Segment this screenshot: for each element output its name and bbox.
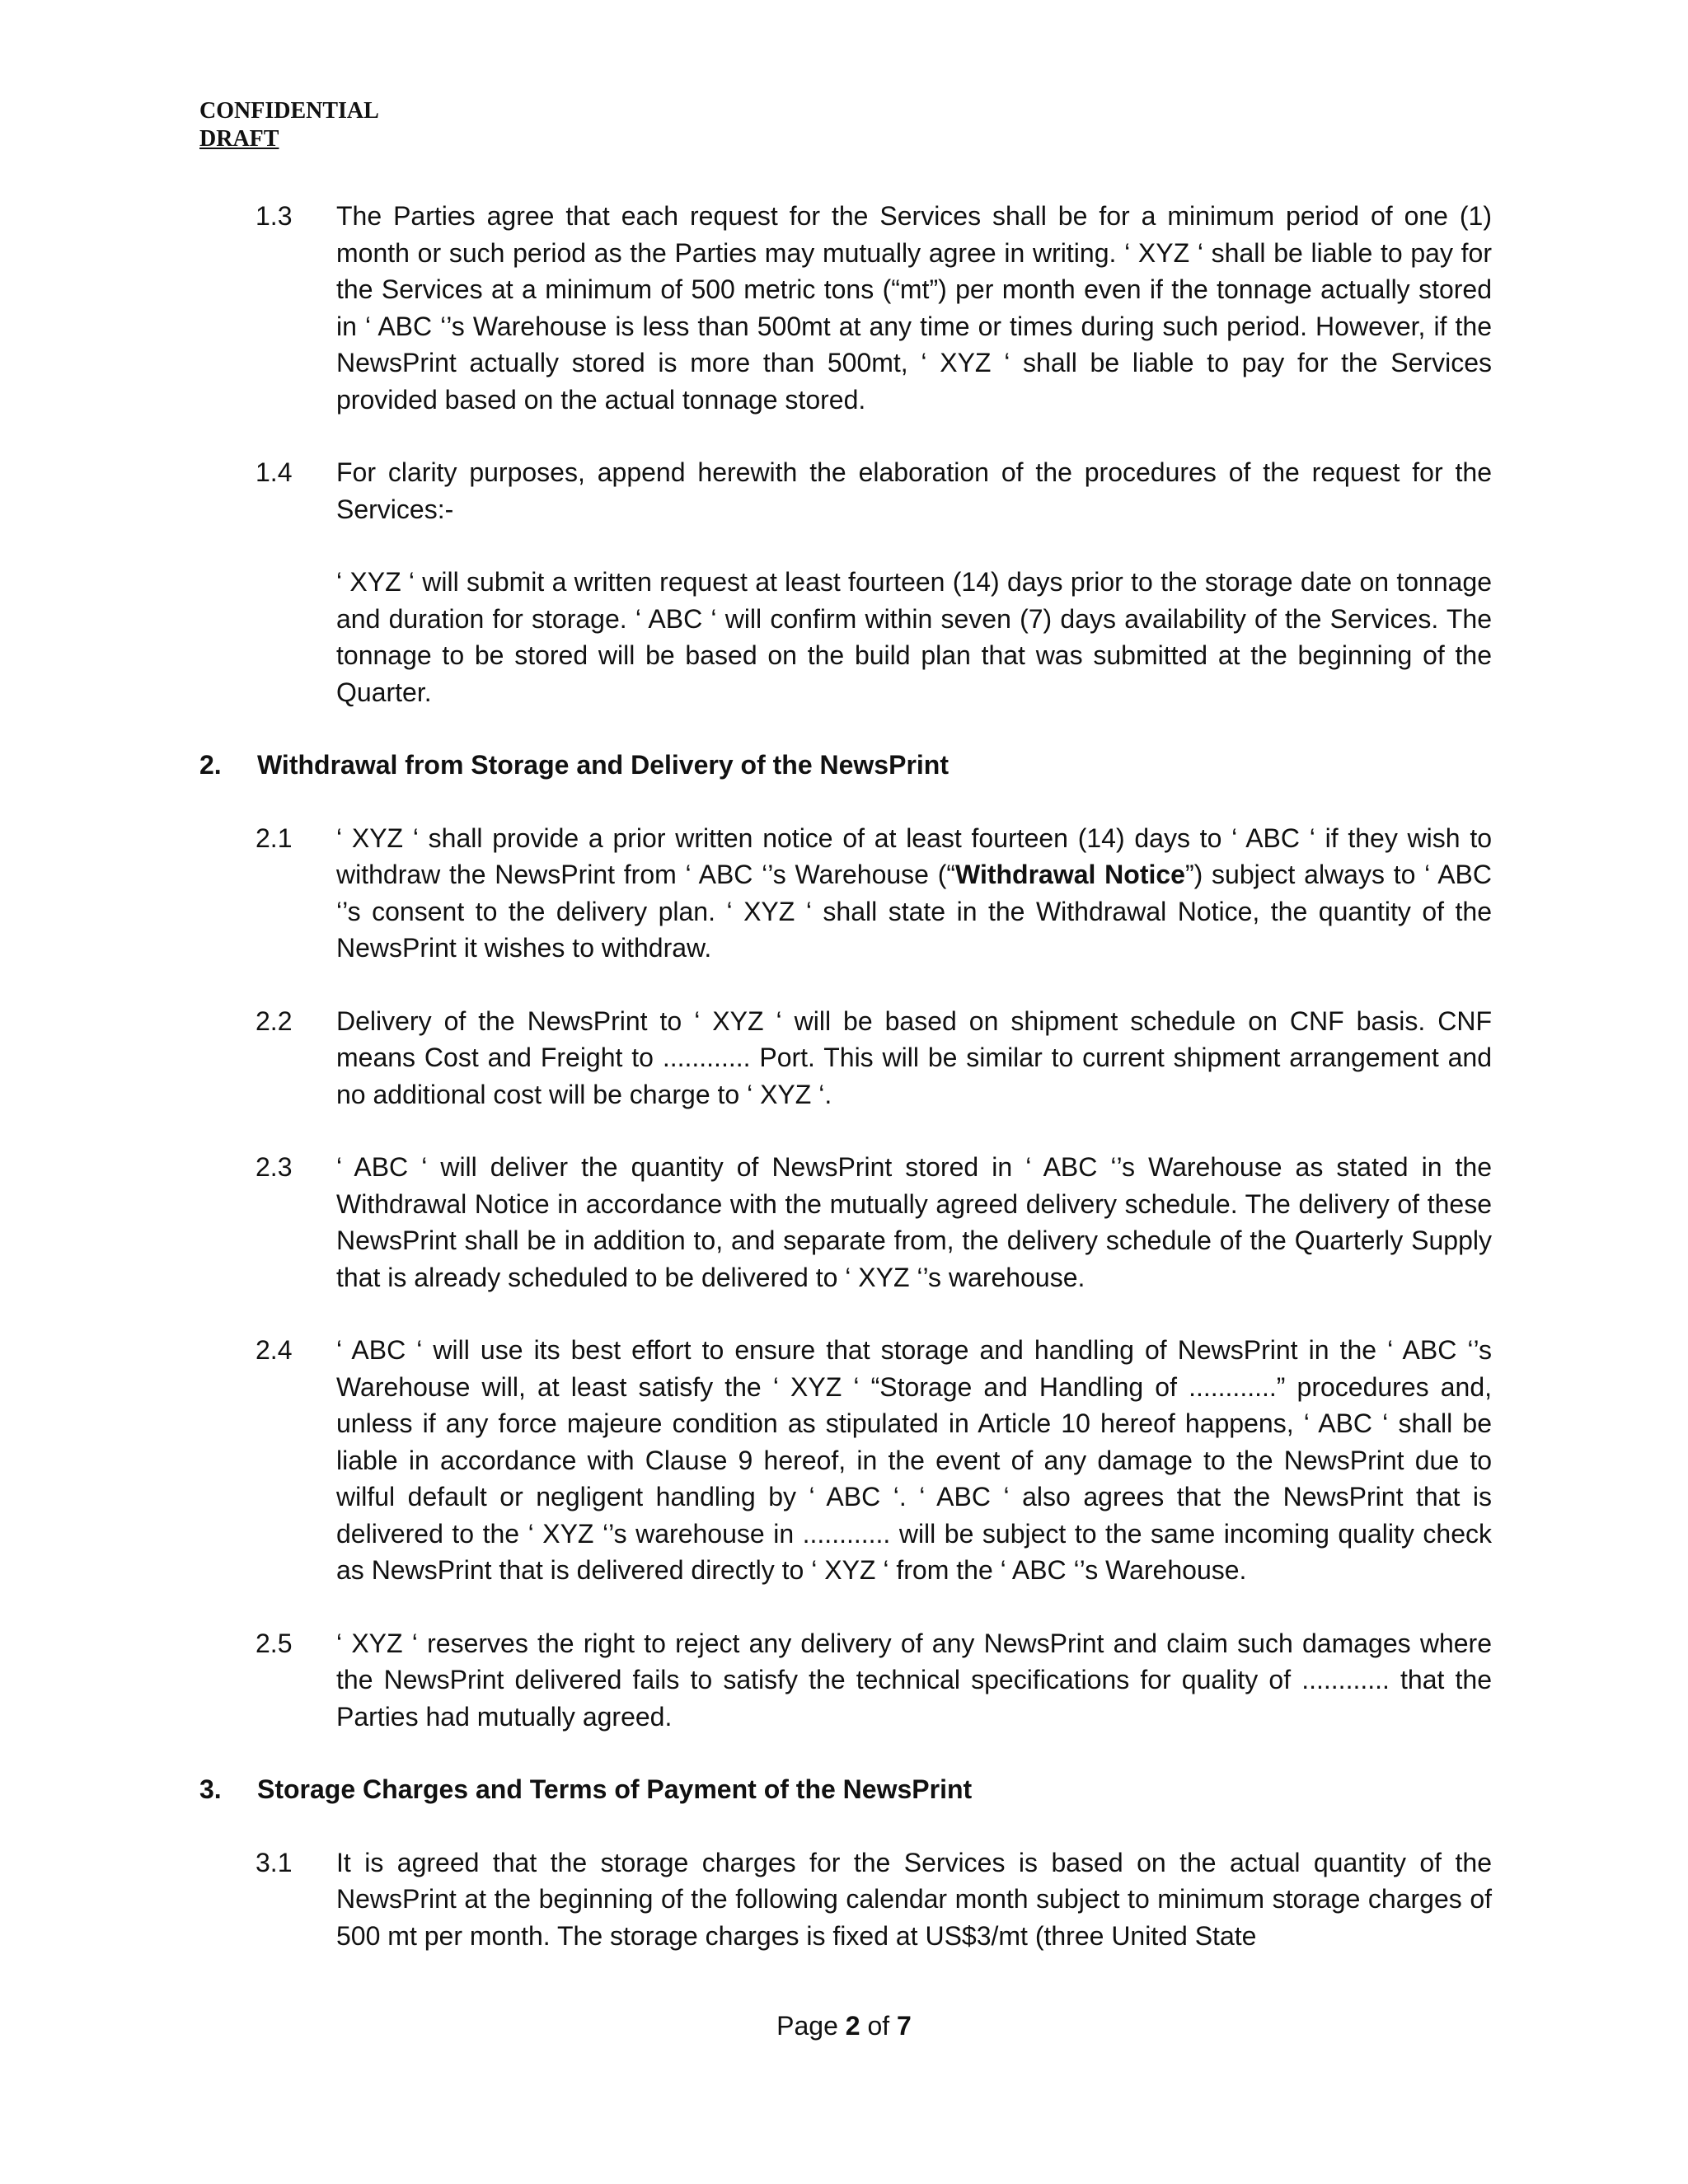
clause-2-2 (256, 1003, 1492, 1113)
clause-paragraph: The Parties agree that each request for the Services shall be for a minimum period of one (1) month or such period as the Parties may mutually agree in writing. ‘ XYZ ‘ shall be liable to pay for the Services at a minimum of 500 metric tons (“mt”) per month even if the tonnage actually stored in ‘ ABC ‘’s Warehouse is less than 500mt at any time or times during such period. However, if the NewsPrint actually stored is more than 500mt, ‘ XYZ ‘ shall be liable to pay for the Services provided based on the actual tonnage stored. (336, 201, 1492, 415)
page-of-label: of (867, 2011, 890, 2041)
section-number: 3. (199, 1774, 222, 1804)
clause-number: 2.5 (256, 1628, 293, 1658)
clause-number: 2.4 (256, 1335, 293, 1365)
clause-2-1 (256, 820, 1492, 967)
clause-text-part: ‘ XYZ ‘ shall provide a prior written notice of at least fourteen (14) days to ‘ ABC ‘ if they wish to withdraw the NewsPrint from ‘ ABC ‘’s Warehouse (“ (336, 823, 1492, 889)
section-3-heading (199, 1771, 1492, 1808)
section-title: Storage Charges and Terms of Payment of the NewsPrint (257, 1774, 973, 1804)
clause-number: 2.1 (256, 823, 293, 853)
clause-text (336, 1003, 1492, 1113)
defined-term: Withdrawal Notice (955, 860, 1185, 889)
clause-paragraph: Delivery of the NewsPrint to ‘ XYZ ‘ will be based on shipment schedule on CNF basis. CNF means Cost and Freight to ............ Port. This will be similar to current shipment arrangement and no additional cost will be charge to ‘ XYZ ‘. (336, 1005, 1492, 1109)
section-number: 2. (199, 750, 222, 780)
clause-paragraph: ‘ XYZ ‘ reserves the right to reject any delivery of any NewsPrint and claim such damages where the NewsPrint delivered fails to satisfy the technical specifications for quality of ............ that the Parties had mutually agreed. (336, 1628, 1492, 1732)
draft-label: DRAFT (199, 126, 279, 152)
clause-text (336, 198, 1492, 418)
document-header (199, 97, 379, 153)
clause-number: 2.2 (256, 1005, 293, 1036)
page-label: Page (776, 2011, 838, 2041)
clause-paragraph: ‘ ABC ‘ will use its best effort to ensure that storage and handling of NewsPrint in the ‘ ABC ‘’s Warehouse will, at least satisfy the ‘ XYZ ‘ “Storage and Handling of ............” procedures and, unless if any force majeure condition as stipulated in Article 10 hereof happens, ‘ ABC ‘ shall be liable in accordance with Clause 9 hereof, in the event of any damage to the NewsPrint due to wilful default or negligent handling by ‘ ABC ‘. ‘ ABC ‘ also agrees that the NewsPrint that is delivered to the ‘ XYZ ‘’s warehouse in ............ will be subject to the same incoming quality check as NewsPrint that is delivered directly to ‘ XYZ ‘ from the ‘ ABC ‘’s Warehouse. (336, 1335, 1492, 1585)
clause-paragraph: For clarity purposes, append herewith the elaboration of the procedures of the request for the Services:- (336, 457, 1492, 524)
clause-text (336, 454, 1492, 710)
section-title: Withdrawal from Storage and Delivery of the NewsPrint (257, 750, 949, 780)
page-footer (0, 2009, 1688, 2042)
clause-text (336, 1149, 1492, 1296)
clause-1-4 (256, 454, 1492, 710)
clause-paragraph (336, 820, 1492, 967)
total-page-count: 7 (897, 2011, 912, 2041)
clause-paragraph: ‘ XYZ ‘ will submit a written request at least fourteen (14) days prior to the storage date on tonnage and duration for storage. ‘ ABC ‘ will confirm within seven (7) days availability of the Services. The tonnage to be stored will be based on the build plan that was submitted at the beginning of the Quarter. (336, 567, 1492, 707)
clause-number: 1.3 (256, 201, 293, 231)
document-body (0, 198, 1688, 1990)
clause-3-1 (256, 1844, 1492, 1955)
clause-text (336, 1332, 1492, 1589)
clause-text-part: ”) subject always to ‘ ABC ‘’s consent to the delivery plan. ‘ XYZ ‘ shall state in the Withdrawal Notice, the quantity of the NewsPrint it wishes to withdraw. (336, 860, 1493, 963)
confidential-label: CONFIDENTIAL (199, 98, 379, 124)
clause-1-3 (256, 198, 1492, 418)
clause-number: 1.4 (256, 457, 293, 487)
section-2-heading (199, 747, 1492, 784)
clause-number: 3.1 (256, 1847, 293, 1877)
clause-text (336, 820, 1492, 967)
clause-paragraph: ‘ ABC ‘ will deliver the quantity of NewsPrint stored in ‘ ABC ‘’s Warehouse as stated in the Withdrawal Notice in accordance with the mutually agreed delivery schedule. The delivery of these NewsPrint shall be in addition to, and separate from, the delivery schedule of the Quarterly Supply that is already scheduled to be delivered to ‘ XYZ ‘’s warehouse. (336, 1152, 1492, 1292)
current-page-number: 2 (845, 2011, 860, 2041)
clause-2-4 (256, 1332, 1492, 1589)
clause-text (336, 1844, 1492, 1955)
clause-number: 2.3 (256, 1152, 293, 1182)
clause-paragraph: It is agreed that the storage charges for the Services is based on the actual quantity of the NewsPrint at the beginning of the following calendar month subject to minimum storage charges of 500 mt per month. The storage charges is fixed at US$3/mt (three United State (336, 1847, 1492, 1951)
clause-2-5 (256, 1625, 1492, 1736)
clause-2-3 (256, 1149, 1492, 1296)
clause-text (336, 1625, 1492, 1736)
